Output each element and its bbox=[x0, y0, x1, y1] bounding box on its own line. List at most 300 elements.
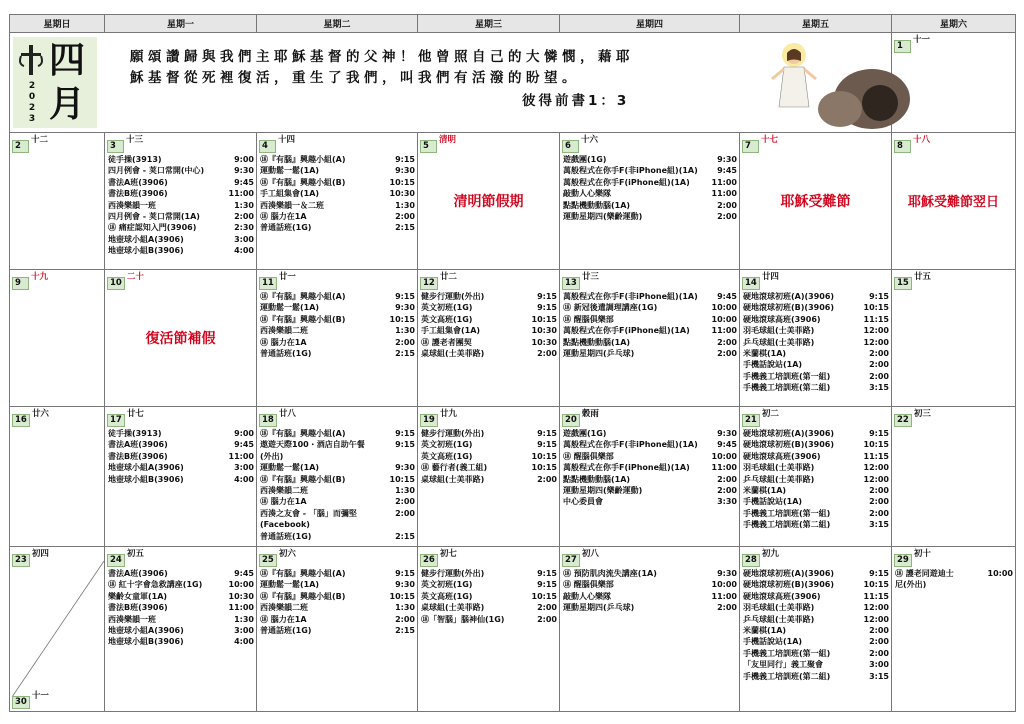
event-name: 運動鬆一鬆(1A) bbox=[260, 166, 320, 176]
event-row[interactable] bbox=[740, 602, 891, 613]
day-cell-27[interactable]: $27^{初八}$ ⑱ 預防肌肉流失講座(1A) 9:30 ⑱ 醒腦俱樂部 10:00 敲動人心樂隊 11:00 運動星期四(乒乓球) 2:00 bbox=[560, 547, 740, 712]
event-row[interactable] bbox=[740, 451, 891, 462]
event-name: 手機話說站(1A) bbox=[743, 497, 803, 507]
day-cell-11[interactable]: $11^{廿一}$ ⑱『有腦』興趣小組(A) 9:15 運動鬆一鬆(1A) 9:30 ⑱『有腦』興趣小組(B) 10:15 西湊樂韻二班 1:30 ⑱ 腦力在1A 2:00 普通話班(1G) 2:15 bbox=[257, 270, 418, 407]
event-row[interactable] bbox=[105, 165, 256, 176]
event-time: 3:15 bbox=[869, 671, 889, 681]
event-name: 敲動人心樂隊 bbox=[563, 189, 611, 199]
event-time: 3:00 bbox=[234, 463, 254, 473]
event-row[interactable] bbox=[257, 439, 417, 450]
event-row[interactable] bbox=[418, 462, 559, 473]
event-row[interactable] bbox=[105, 568, 256, 579]
event-name: 西湊之友會 - 「腦」而彌堅 bbox=[260, 508, 357, 518]
event-name: 普通話班(1G) bbox=[260, 531, 312, 541]
event-time: 1:30 bbox=[395, 486, 415, 496]
event-row[interactable] bbox=[257, 625, 417, 636]
event-row[interactable] bbox=[560, 568, 739, 579]
event-name: 四月例會 - 荚口常開(1A) bbox=[108, 212, 200, 222]
event-row[interactable] bbox=[560, 439, 739, 450]
event-row[interactable] bbox=[740, 519, 891, 530]
event-time: 10:15 bbox=[531, 591, 557, 601]
day-cell-24[interactable]: $24^{初五}$ 書法A班(3906) 9:45 ⑱ 紅十字會急救講座(1G) 10:00 樂齡女童軍(1A) 10:30 書法B班(3906) 11:00 西湊樂韻一班 1:30 地壺球小組A(3906) 3:00 地壺球小組B(3906) 4:00 bbox=[105, 547, 257, 712]
event-name: 萬般程式在你手F(iPhone組)(1A) bbox=[563, 177, 690, 187]
event-name: 西湊樂韻二班 bbox=[260, 603, 308, 613]
event-name: 點點機動動腦(1A) bbox=[563, 474, 631, 484]
event-time: 12:00 bbox=[863, 463, 889, 473]
event-name: 書法A班(3906) bbox=[108, 177, 168, 187]
event-row[interactable] bbox=[105, 245, 256, 256]
day-cell-26[interactable]: $26^{初七}$ 健步行運動(外出) 9:15 英文初班(1G) 9:15 英文高班(1G) 10:15 桌球組(士美菲路) 2:00 ⑱「智腦」腦神仙(1G) 2:00 bbox=[418, 547, 560, 712]
event-row[interactable] bbox=[418, 591, 559, 602]
event-time: 2:15 bbox=[395, 349, 415, 359]
event-row[interactable] bbox=[257, 462, 417, 473]
day-cell-10[interactable]: $10^{二十}$ 復活節補假 bbox=[105, 270, 257, 407]
event-row[interactable] bbox=[418, 428, 559, 439]
event-time: 2:00 bbox=[537, 474, 557, 484]
event-name: ⑱『有腦』興趣小組(B) bbox=[260, 177, 346, 187]
event-time: 2:00 bbox=[234, 212, 254, 222]
event-time: 2:00 bbox=[869, 371, 889, 381]
event-row[interactable] bbox=[418, 291, 559, 302]
event-name: (Facebook) bbox=[260, 520, 310, 530]
event-row[interactable] bbox=[560, 579, 739, 590]
event-row[interactable] bbox=[740, 659, 891, 670]
event-name: 手機義工培訓班(第二組) bbox=[743, 383, 831, 393]
jesus-tomb-illustration bbox=[762, 37, 912, 129]
event-time: 12:00 bbox=[863, 326, 889, 336]
event-row[interactable] bbox=[257, 188, 417, 199]
event-row[interactable] bbox=[257, 602, 417, 613]
event-time: 2:00 bbox=[537, 349, 557, 359]
event-name: 手工組集會(1A) bbox=[421, 326, 481, 336]
event-name: 萬般程式在你手F(iPhone組)(1A) bbox=[563, 326, 690, 336]
event-row[interactable] bbox=[560, 314, 739, 325]
event-name: 手機義工培訓班(第一組) bbox=[743, 371, 831, 381]
event-time: 2:00 bbox=[869, 648, 889, 658]
day-cell-3[interactable]: $3^{十三}$ 徒手操(3913) 9:00 四月例會 - 荚口常開(中心) 9:30 書法A班(3906) 9:45 書法B班(3906) 11:00 西湊樂韻一班 1:30 四月例會 - 荚口常開(1A) 2:00 ⑱ 痛症認知入門(3906) 2:30 地壺球小組A(3906) 3:00 地壺球小組B(3906) 4:00 bbox=[105, 133, 257, 270]
event-name: 運動星期四(樂齡運動) bbox=[563, 212, 643, 222]
event-time: 11:00 bbox=[228, 189, 254, 199]
event-time: 9:30 bbox=[717, 429, 737, 438]
event-row[interactable] bbox=[257, 337, 417, 348]
event-name: 健步行運動(外出) bbox=[421, 569, 485, 578]
day-cell-4[interactable]: $4^{十四}$ ⑱『有腦』興趣小組(A) 9:15 運動鬆一鬆(1A) 9:30 ⑱『有腦』興趣小組(B) 10:15 手工組集會(1A) 10:30 西湊樂韻一＆二班 1:30 ⑱ 腦力在1A 2:00 普通話班(1G) 2:15 bbox=[257, 133, 418, 270]
event-row[interactable] bbox=[257, 348, 417, 359]
event-time: 11:15 bbox=[863, 314, 889, 324]
event-row[interactable] bbox=[105, 211, 256, 222]
event-time: 10:00 bbox=[711, 580, 737, 590]
event-row[interactable] bbox=[418, 348, 559, 359]
event-name: ⑱ 腦力在1A bbox=[260, 337, 307, 347]
day-cell-16[interactable]: $16^{廿六}$ bbox=[10, 407, 105, 547]
event-row[interactable] bbox=[560, 200, 739, 211]
event-name: ⑱ 腦力在1A bbox=[260, 212, 307, 222]
day-cell-6[interactable]: $6^{十六}$ 遊戲團(1G) 9:30 萬般程式在你手F(非iPhone組)(1A) 9:45 萬般程式在你手F(iPhone組)(1A) 11:00 敲動人心樂隊 11:00 點點機動動腦(1A) 2:00 運動星期四(樂齡運動) 2:00 bbox=[560, 133, 740, 270]
event-name: 運動鬆一鬆(1A) bbox=[260, 580, 320, 590]
weekday-thu: 星期四 bbox=[560, 15, 740, 33]
event-row[interactable] bbox=[740, 591, 891, 602]
event-time: 2:15 bbox=[395, 531, 415, 541]
event-row[interactable] bbox=[257, 591, 417, 602]
event-row[interactable] bbox=[740, 428, 891, 439]
event-name: 健步行運動(外出) bbox=[421, 429, 485, 438]
event-row[interactable] bbox=[105, 222, 256, 233]
event-row[interactable] bbox=[740, 325, 891, 336]
event-time: 2:00 bbox=[537, 603, 557, 613]
month-banner bbox=[10, 33, 892, 133]
event-row[interactable] bbox=[740, 568, 891, 579]
day-cell-18[interactable]: $18^{廿八}$ ⑱『有腦』興趣小組(A) 9:15 遨遊天際100・酒店自助午餐 9:15 (外出) 運動鬆一鬆(1A) 9:30 ⑱『有腦』興趣小組(B) 10:15 西湊樂韻二班 1:30 ⑱ 腦力在1A 2:00 西湊之友會 - 「腦」而彌堅 2:00 (Facebook) 普通話班(1G) 2:15 bbox=[257, 407, 418, 547]
event-row[interactable] bbox=[105, 234, 256, 245]
event-row[interactable] bbox=[740, 474, 891, 485]
event-time: 2:00 bbox=[717, 603, 737, 613]
event-name: 西湊樂韻一班 bbox=[108, 614, 156, 624]
event-time: 9:15 bbox=[395, 569, 415, 578]
event-name: 普通話班(1G) bbox=[260, 223, 312, 233]
event-row[interactable] bbox=[105, 428, 256, 439]
event-row[interactable] bbox=[105, 579, 256, 590]
event-name: 四月例會 - 荚口常開(中心) bbox=[108, 166, 205, 176]
event-name: ⑱ 預防肌肉流失講座(1A) bbox=[563, 569, 657, 578]
event-row[interactable] bbox=[560, 188, 739, 199]
event-time: 10:15 bbox=[531, 314, 557, 324]
event-row[interactable] bbox=[740, 485, 891, 496]
day-cell-28[interactable]: $28^{初九}$ 硬地滾球初班(A)(3906) 9:15 硬地滾球初班(B)(3906) 10:15 硬地滾球高班(3906) 11:15 羽毛球組(士美菲路) 12:00 乒乓球組(士美菲路) 12:00 米蘭棋(1A) 2:00 手機話說站(1A) 2:00 手機義工培訓班(第一組) 2:00 「友里同行」義工聚會 3:00 手機義工培訓班(第二組) 3:15 bbox=[740, 547, 892, 712]
event-row[interactable] bbox=[560, 165, 739, 176]
event-row[interactable] bbox=[560, 177, 739, 188]
day-cell-17[interactable]: $17^{廿七}$ 徒手操(3913) 9:00 書法A班(3906) 9:45 書法B班(3906) 11:00 地壺球小組A(3906) 3:00 地壺球小組B(3906) 4:00 bbox=[105, 407, 257, 547]
event-name: ⑱『有腦』興趣小組(B) bbox=[260, 474, 346, 484]
event-name: 西湊樂韻一＆二班 bbox=[260, 200, 324, 210]
event-name: 尼(外出) bbox=[895, 580, 927, 590]
event-row[interactable] bbox=[257, 519, 417, 530]
event-row[interactable] bbox=[740, 496, 891, 507]
month-logo bbox=[13, 37, 97, 128]
event-name: 硬地滾球高班(3906) bbox=[743, 451, 821, 461]
event-name: 米蘭棋(1A) bbox=[743, 349, 787, 359]
event-row[interactable] bbox=[105, 177, 256, 188]
day-cell-25[interactable]: $25^{初六}$ ⑱『有腦』興趣小組(A) 9:15 運動鬆一鬆(1A) 9:30 ⑱『有腦』興趣小組(B) 10:15 西湊樂韻二班 1:30 ⑱ 腦力在1A 2:00 普通話班(1G) 2:15 bbox=[257, 547, 418, 712]
event-time: 10:15 bbox=[389, 314, 415, 324]
event-time: 9:15 bbox=[869, 429, 889, 438]
event-row[interactable] bbox=[257, 325, 417, 336]
event-row[interactable] bbox=[257, 291, 417, 302]
event-time: 2:00 bbox=[717, 212, 737, 222]
event-name: 運動星期四(乒乓球) bbox=[563, 603, 635, 613]
event-time: 4:00 bbox=[234, 637, 254, 647]
day-cell-12[interactable]: $12^{廿二}$ 健步行運動(外出) 9:15 英文初班(1G) 9:15 英文高班(1G) 10:15 手工組集會(1A) 10:30 ⑱ 護老者團契 10:30 桌球組(士美菲路) 2:00 bbox=[418, 270, 560, 407]
event-row[interactable] bbox=[740, 508, 891, 519]
event-name: 手機話說站(1A) bbox=[743, 360, 803, 370]
event-row[interactable] bbox=[560, 485, 739, 496]
event-row[interactable] bbox=[892, 568, 1015, 579]
event-row[interactable] bbox=[418, 314, 559, 325]
event-row[interactable] bbox=[257, 485, 417, 496]
event-time: 9:45 bbox=[717, 166, 737, 176]
event-row[interactable] bbox=[105, 451, 256, 462]
event-row[interactable] bbox=[257, 508, 417, 519]
verse-reference: 彼得前書1：3 bbox=[522, 93, 630, 109]
event-name: 點點機動動腦(1A) bbox=[563, 200, 631, 210]
event-time: 9:15 bbox=[537, 580, 557, 590]
event-time: 9:15 bbox=[395, 155, 415, 164]
event-row[interactable] bbox=[105, 462, 256, 473]
event-name: 硬地滾球初班(A)(3906) bbox=[743, 429, 835, 438]
event-row[interactable] bbox=[560, 462, 739, 473]
event-row[interactable] bbox=[105, 188, 256, 199]
event-time: 10:15 bbox=[389, 591, 415, 601]
event-name: 乒乓球組(士美菲路) bbox=[743, 474, 815, 484]
event-row[interactable] bbox=[740, 614, 891, 625]
event-row[interactable] bbox=[740, 439, 891, 450]
day-cell-8[interactable]: $8^{十八}$ 耶穌受難節翌日 bbox=[892, 133, 1016, 270]
event-name: 英文高班(1G) bbox=[421, 591, 473, 601]
event-name: 英文高班(1G) bbox=[421, 314, 473, 324]
day-cell-21[interactable]: $21^{初二}$ 硬地滾球初班(A)(3906) 9:15 硬地滾球初班(B)(3906) 10:15 硬地滾球高班(3906) 11:15 羽毛球組(士美菲路) 12:00 乒乓球組(士美菲路) 12:00 米蘭棋(1A) 2:00 手機話說站(1A) 2:00 手機義工培訓班(第一組) 2:00 手機義工培訓班(第二組) 3:15 bbox=[740, 407, 892, 547]
event-time: 1:30 bbox=[234, 200, 254, 210]
event-name: 手機話說站(1A) bbox=[743, 637, 803, 647]
event-name: 地壺球小組B(3906) bbox=[108, 474, 184, 484]
event-name: 羽毛球組(士美菲路) bbox=[743, 326, 815, 336]
event-row[interactable] bbox=[257, 474, 417, 485]
event-row[interactable] bbox=[560, 428, 739, 439]
event-row[interactable] bbox=[105, 636, 256, 647]
day-cell-13[interactable]: $13^{廿三}$ 萬般程式在你手F(非iPhone組)(1A) 9:45 ⑱ 新冠後遺調理講座(1G) 10:00 ⑱ 醒腦俱樂部 10:00 萬般程式在你手F(iPhone組)(1A) 11:00 點點機動動腦(1A) 2:00 運動星期四(乒乓球) 2:00 bbox=[560, 270, 740, 407]
event-row[interactable] bbox=[560, 348, 739, 359]
event-row[interactable] bbox=[418, 568, 559, 579]
event-time: 11:00 bbox=[228, 451, 254, 461]
event-row[interactable] bbox=[560, 154, 739, 165]
event-time: 10:00 bbox=[987, 569, 1013, 578]
event-time: 9:15 bbox=[395, 429, 415, 438]
day-cell-1[interactable]: $1^{十一}$ bbox=[892, 33, 1016, 133]
event-row[interactable] bbox=[257, 579, 417, 590]
event-name: ⑱『有腦』興趣小組(A) bbox=[260, 292, 346, 301]
event-row[interactable] bbox=[418, 614, 559, 625]
event-row[interactable] bbox=[740, 648, 891, 659]
event-time: 2:00 bbox=[395, 508, 415, 518]
event-name: 敲動人心樂隊 bbox=[563, 591, 611, 601]
event-name: 硬地滾球初班(B)(3906) bbox=[743, 580, 834, 590]
event-row[interactable] bbox=[740, 337, 891, 348]
day-cell-9[interactable]: $9^{十九}$ bbox=[10, 270, 105, 407]
event-row[interactable] bbox=[257, 177, 417, 188]
event-row[interactable] bbox=[560, 337, 739, 348]
event-name: 普通話班(1G) bbox=[260, 349, 312, 359]
event-row[interactable] bbox=[257, 314, 417, 325]
day-cell-29[interactable]: $29^{初十}$ ⑱ 護老同遊迪士 10:00 尼(外出) bbox=[892, 547, 1016, 712]
event-row[interactable] bbox=[560, 602, 739, 613]
event-row[interactable] bbox=[257, 496, 417, 507]
calendar bbox=[9, 14, 1015, 715]
event-name: ⑱ 護老者團契 bbox=[421, 337, 472, 347]
event-time: 2:00 bbox=[717, 474, 737, 484]
event-row[interactable] bbox=[740, 462, 891, 473]
event-name: (外出) bbox=[260, 451, 284, 461]
event-name: ⑱『有腦』興趣小組(B) bbox=[260, 314, 346, 324]
event-name: 羽毛球組(士美菲路) bbox=[743, 463, 815, 473]
event-name: 手工組集會(1A) bbox=[260, 189, 320, 199]
day-cell-22[interactable]: $22^{初三}$ bbox=[892, 407, 1016, 547]
event-name: 書法A班(3906) bbox=[108, 440, 168, 450]
event-name: 書法B班(3906) bbox=[108, 603, 168, 613]
event-time: 2:15 bbox=[395, 626, 415, 636]
event-time: 2:00 bbox=[869, 508, 889, 518]
event-row[interactable] bbox=[560, 496, 739, 507]
event-row[interactable] bbox=[257, 568, 417, 579]
day-cell-15[interactable]: $15^{廿五}$ bbox=[892, 270, 1016, 407]
split-diagonal bbox=[10, 547, 105, 712]
event-row[interactable] bbox=[740, 348, 891, 359]
day-cell-20[interactable]: $20^{穀雨}$ 遊戲團(1G) 9:30 萬般程式在你手F(非iPhone組)(1A) 9:45 ⑱ 醒腦俱樂部 10:00 萬般程式在你手F(iPhone組)(1A) 11:00 點點機動動腦(1A) 2:00 運動星期四(樂齡運動) 2:00 中心委員會 3:30 bbox=[560, 407, 740, 547]
event-row[interactable] bbox=[560, 291, 739, 302]
event-time: 9:15 bbox=[869, 569, 889, 578]
event-row[interactable] bbox=[740, 291, 891, 302]
event-name: 桌球組(士美菲路) bbox=[421, 603, 485, 613]
event-name: 健步行運動(外出) bbox=[421, 292, 485, 301]
event-name: 英文高班(1G) bbox=[421, 451, 473, 461]
event-name: ⑱ 腦力在1A bbox=[260, 614, 307, 624]
event-time: 9:00 bbox=[234, 429, 254, 438]
event-time: 3:15 bbox=[869, 520, 889, 530]
event-row[interactable] bbox=[257, 302, 417, 313]
event-time: 2:00 bbox=[869, 486, 889, 496]
bible-verse: 願頌讚歸與我們主耶穌基督的父神！他曾照自己的大憐憫，藉耶 穌基督從死裡復活，重生了我們，叫我們有活潑的盼望。 bbox=[130, 49, 634, 86]
event-time: 10:00 bbox=[711, 314, 737, 324]
event-row[interactable] bbox=[560, 451, 739, 462]
event-name: ⑱『有腦』興趣小組(A) bbox=[260, 155, 346, 164]
event-time: 9:30 bbox=[717, 569, 737, 578]
event-row[interactable] bbox=[560, 591, 739, 602]
event-time: 9:45 bbox=[234, 440, 254, 450]
event-time: 9:15 bbox=[395, 440, 415, 450]
event-row[interactable] bbox=[257, 451, 417, 462]
event-name: 乒乓球組(士美菲路) bbox=[743, 337, 815, 347]
event-name: 書法B班(3906) bbox=[108, 189, 168, 199]
event-row[interactable] bbox=[105, 625, 256, 636]
event-name: 點點機動動腦(1A) bbox=[563, 337, 631, 347]
event-row[interactable] bbox=[560, 474, 739, 485]
event-row[interactable] bbox=[105, 439, 256, 450]
event-row[interactable] bbox=[740, 314, 891, 325]
event-name: 萬般程式在你手F(非iPhone組)(1A) bbox=[563, 166, 698, 176]
event-time: 10:00 bbox=[711, 303, 737, 313]
event-name: 桌球組(士美菲路) bbox=[421, 474, 485, 484]
event-row[interactable] bbox=[418, 451, 559, 462]
event-row[interactable] bbox=[257, 428, 417, 439]
event-name: 遊戲團(1G) bbox=[563, 155, 607, 164]
event-name: 硬地滾球初班(A)(3906) bbox=[743, 569, 835, 578]
event-row[interactable] bbox=[418, 325, 559, 336]
event-row[interactable] bbox=[892, 579, 1015, 590]
day-cell-5[interactable]: $5^{清明}$ 清明節假期 bbox=[418, 133, 560, 270]
event-row[interactable] bbox=[418, 302, 559, 313]
event-row[interactable] bbox=[105, 200, 256, 211]
event-row[interactable] bbox=[560, 325, 739, 336]
event-row[interactable] bbox=[740, 359, 891, 370]
event-row[interactable] bbox=[257, 200, 417, 211]
event-time: 9:15 bbox=[537, 569, 557, 578]
event-name: 手機義工培訓班(第二組) bbox=[743, 671, 831, 681]
weekday-sat: 星期六 bbox=[892, 15, 1016, 33]
holiday-label: 耶穌受難節翌日 bbox=[907, 195, 999, 210]
event-time: 3:00 bbox=[234, 626, 254, 636]
event-name: ⑱「智腦」腦神仙(1G) bbox=[421, 614, 505, 624]
event-row[interactable] bbox=[560, 302, 739, 313]
day-cell-2[interactable]: $2^{十二}$ bbox=[10, 133, 105, 270]
event-row[interactable] bbox=[105, 591, 256, 602]
event-name: 硬地滾球初班(B)(3906) bbox=[743, 303, 834, 313]
event-name: 硬地滾球高班(3906) bbox=[743, 591, 821, 601]
cross-icon bbox=[18, 43, 44, 77]
event-time: 11:00 bbox=[711, 463, 737, 473]
event-row[interactable] bbox=[740, 579, 891, 590]
event-row[interactable] bbox=[418, 602, 559, 613]
event-row[interactable] bbox=[740, 636, 891, 647]
event-time: 12:00 bbox=[863, 474, 889, 484]
event-row[interactable] bbox=[257, 165, 417, 176]
event-time: 11:00 bbox=[711, 591, 737, 601]
event-row[interactable] bbox=[740, 371, 891, 382]
event-row[interactable] bbox=[740, 625, 891, 636]
event-row[interactable] bbox=[418, 474, 559, 485]
event-row[interactable] bbox=[560, 211, 739, 222]
day-cell-19[interactable]: $19^{廿九}$ 健步行運動(外出) 9:15 英文初班(1G) 9:15 英文高班(1G) 10:15 ⑱ 藝行者(義工組) 10:15 桌球組(士美菲路) 2:00 bbox=[418, 407, 560, 547]
event-row[interactable] bbox=[418, 439, 559, 450]
event-row[interactable] bbox=[105, 614, 256, 625]
event-row[interactable] bbox=[740, 382, 891, 393]
event-time: 3:30 bbox=[717, 497, 737, 507]
event-row[interactable] bbox=[257, 222, 417, 233]
event-time: 11:00 bbox=[228, 603, 254, 613]
event-time: 10:15 bbox=[531, 463, 557, 473]
event-time: 2:00 bbox=[717, 349, 737, 359]
event-row[interactable] bbox=[257, 211, 417, 222]
event-row[interactable] bbox=[257, 154, 417, 165]
event-row[interactable] bbox=[418, 337, 559, 348]
event-row[interactable] bbox=[740, 302, 891, 313]
event-name: 遨遊天際100・酒店自助午餐 bbox=[260, 440, 365, 450]
event-time: 12:00 bbox=[863, 614, 889, 624]
day-30[interactable]: $30^{十一}$ bbox=[10, 689, 49, 710]
event-name: 手機義工培訓班(第二組) bbox=[743, 520, 831, 530]
event-time: 9:15 bbox=[537, 440, 557, 450]
year-digits: 2 0 2 3 bbox=[28, 81, 36, 124]
event-name: 硬地滾球初班(B)(3906) bbox=[743, 440, 834, 450]
event-time: 9:45 bbox=[717, 292, 737, 301]
event-name: ⑱『有腦』興趣小組(A) bbox=[260, 569, 346, 578]
event-row[interactable] bbox=[740, 671, 891, 682]
event-name: ⑱ 醒腦俱樂部 bbox=[563, 580, 614, 590]
event-name: 萬般程式在你手F(非iPhone組)(1A) bbox=[563, 292, 698, 301]
day-cell-23-30[interactable]: $23^{初四}$ $30^{十一}$ bbox=[10, 547, 105, 712]
day-cell-7[interactable]: $7^{十七}$ 耶穌受難節 bbox=[740, 133, 892, 270]
event-row[interactable] bbox=[418, 579, 559, 590]
event-name: 地壺球小組B(3906) bbox=[108, 637, 184, 647]
event-row[interactable] bbox=[257, 614, 417, 625]
event-row[interactable] bbox=[105, 602, 256, 613]
event-name: 地壺球小組A(3906) bbox=[108, 463, 184, 473]
event-row[interactable] bbox=[105, 154, 256, 165]
day-cell-14[interactable]: $14^{廿四}$ 硬地滾球初班(A)(3906) 9:15 硬地滾球初班(B)(3906) 10:15 硬地滾球高班(3906) 11:15 羽毛球組(士美菲路) 12:00 乒乓球組(士美菲路) 12:00 米蘭棋(1A) 2:00 手機話說站(1A) 2:00 手機義工培訓班(第一組) 2:00 手機義工培訓班(第二組) 3:15 bbox=[740, 270, 892, 407]
event-time: 4:00 bbox=[234, 246, 254, 256]
event-name: 西湊樂韻一班 bbox=[108, 200, 156, 210]
event-time: 9:30 bbox=[395, 166, 415, 176]
event-name: 書法A班(3906) bbox=[108, 569, 168, 578]
event-row[interactable] bbox=[105, 474, 256, 485]
event-time: 11:15 bbox=[863, 591, 889, 601]
event-row[interactable] bbox=[257, 531, 417, 542]
